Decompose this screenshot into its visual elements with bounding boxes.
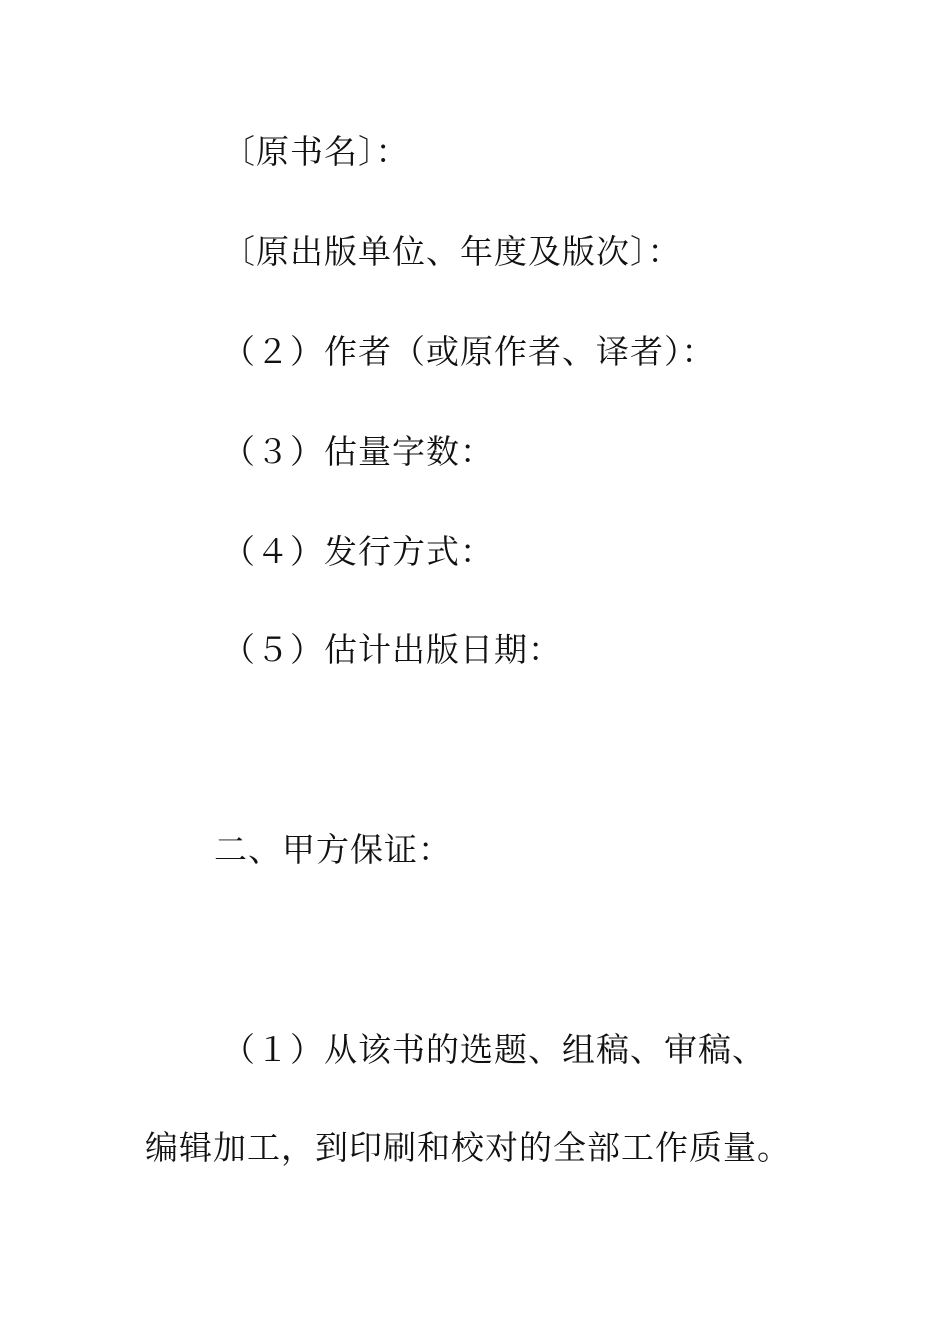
paragraph-line-1: （１）从该书的选题、组稿、审稿、: [222, 1030, 766, 1069]
author-field: （２）作者（或原作者、译者）：: [222, 332, 716, 371]
original-title-field: 〔原书名〕：: [222, 132, 410, 171]
paragraph-line-2: 编辑加工，到印刷和校对的全部工作质量。: [145, 1128, 791, 1167]
publication-date-field: （５）估计出版日期：: [222, 630, 562, 669]
section-heading: 二、甲方保证：: [214, 830, 452, 869]
original-publisher-field: 〔原出版单位、年度及版次〕：: [222, 232, 682, 271]
word-count-field: （３）估量字数：: [222, 432, 494, 471]
distribution-method-field: （４）发行方式：: [222, 532, 494, 571]
